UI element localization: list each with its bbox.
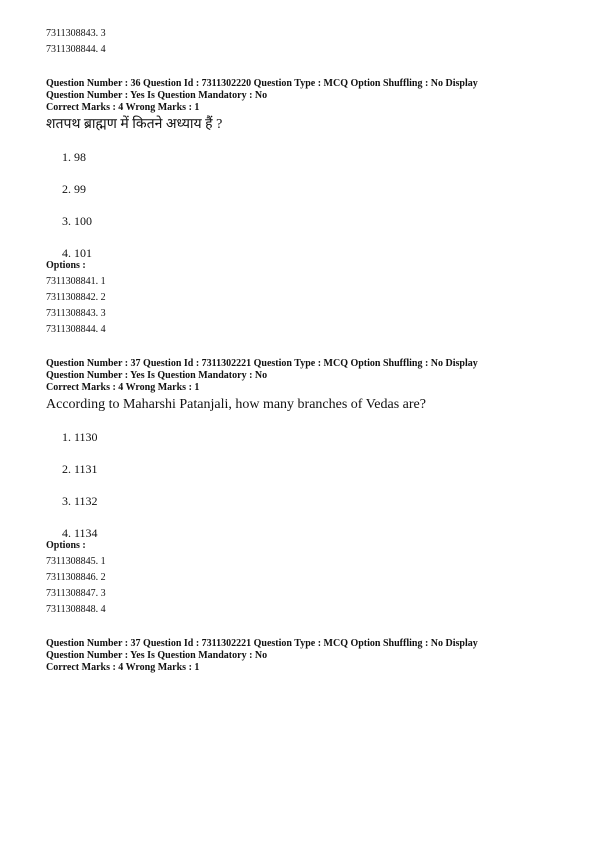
question-marks: Correct Marks : 4 Wrong Marks : 1: [46, 662, 200, 673]
option-id: 7311308842. 2: [46, 292, 106, 303]
answer-choice: 1. 1130: [62, 430, 98, 444]
answer-choice: 4. 1134: [62, 526, 98, 540]
option-id: 7311308845. 1: [46, 556, 106, 567]
option-id: 7311308843. 3: [46, 308, 106, 319]
options-label: Options :: [46, 540, 86, 551]
question-marks: Correct Marks : 4 Wrong Marks : 1: [46, 382, 200, 393]
question-block-36: [46, 78, 566, 336]
answer-choice: 3. 100: [62, 214, 92, 228]
answer-choice: 3. 1132: [62, 494, 98, 508]
option-id: 7311308844. 4: [46, 44, 106, 55]
answer-choice: 2. 99: [62, 182, 86, 196]
answer-choice: 4. 101: [62, 246, 92, 260]
option-id: 7311308841. 1: [46, 276, 106, 287]
question-header-continued: Question Number : Yes Is Question Mandatory : No: [46, 370, 268, 381]
option-id: 7311308843. 3: [46, 28, 106, 39]
question-header: Question Number : 37 Question Id : 7311302221 Question Type : MCQ Option Shuffling : No Display: [46, 358, 478, 369]
question-header-continued: Question Number : Yes Is Question Mandatory : No: [46, 90, 268, 101]
option-id: 7311308846. 2: [46, 572, 106, 583]
answer-choice: 2. 1131: [62, 462, 98, 476]
previous-options-list: [46, 28, 566, 56]
question-header: Question Number : 36 Question Id : 7311302220 Question Type : MCQ Option Shuffling : No Display: [46, 78, 478, 89]
option-id: 7311308844. 4: [46, 324, 106, 335]
question-marks: Correct Marks : 4 Wrong Marks : 1: [46, 102, 200, 113]
question-header: Question Number : 37 Question Id : 7311302221 Question Type : MCQ Option Shuffling : No Display: [46, 638, 478, 649]
document-page: [46, 28, 566, 674]
option-id: 7311308847. 3: [46, 588, 106, 599]
question-text: According to Maharshi Patanjali, how many branches of Vedas are?: [46, 397, 426, 412]
question-header-continued: Question Number : Yes Is Question Mandatory : No: [46, 650, 268, 661]
options-label: Options :: [46, 260, 86, 271]
question-block-37: [46, 358, 566, 616]
answer-choice: 1. 98: [62, 150, 86, 164]
option-id: 7311308848. 4: [46, 604, 106, 615]
question-block-37-repeat: [46, 638, 566, 674]
question-text: शतपथ ब्राह्मण में कितने अध्याय हैं ?: [46, 117, 223, 132]
